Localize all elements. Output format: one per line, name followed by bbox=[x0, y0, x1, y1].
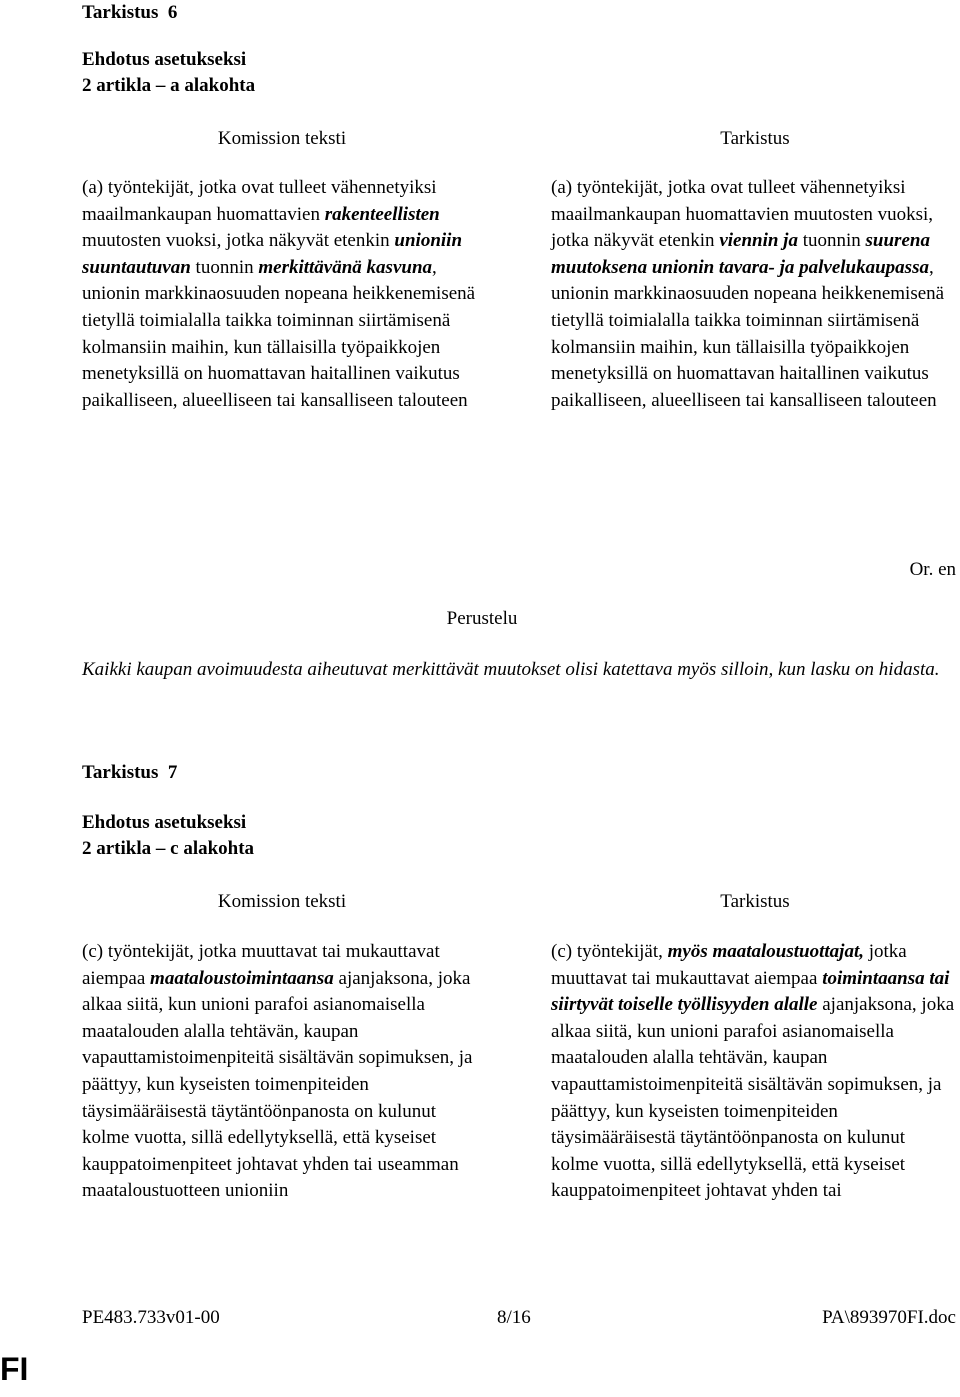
text-segment: (c) työntekijät, bbox=[551, 941, 668, 962]
text-segment: , unionin markkinaosuuden nopeana heikkenemisenä tietyllä toimialalla taikka toiminnan siirtämisenä kolmansiin maihin, kun tällaisilla työpaikkojen menetyksillä on huomattavan haitallinen vaikutus paikalliseen, alueelliseen tai kansalliseen talouteen bbox=[82, 256, 476, 411]
justification-header: Perustelu bbox=[446, 608, 518, 629]
footer-page-number: 8/16 bbox=[497, 1307, 531, 1328]
changed-text: toimintaansa tai siirtyvät toiselle työllisyyden alalle bbox=[551, 967, 950, 1016]
changed-text: unioniin suuntautuvan bbox=[82, 230, 463, 278]
amendment-6-proposal: Ehdotus asetukseksi bbox=[82, 49, 247, 70]
amendment-7-commission-text bbox=[82, 939, 487, 1205]
amendment-7-amendment-text bbox=[551, 939, 957, 1205]
text-segment: jotka muuttavat tai mukauttavat aiempaa bbox=[551, 941, 907, 989]
amendment-7-amendment-header: Tarkistus bbox=[720, 891, 790, 912]
amendment-7-proposal: Ehdotus asetukseksi bbox=[82, 812, 247, 833]
amendment-6-amendment-text bbox=[551, 175, 957, 414]
amendment-6-amendment-header: Tarkistus bbox=[720, 128, 790, 149]
changed-text: myös maataloustuottajat, bbox=[667, 941, 864, 962]
text-segment: (a) työntekijät, jotka ovat tulleet vähennetyiksi maailmankaupan huomattavien bbox=[82, 177, 437, 225]
text-segment: ajanjaksona, joka alkaa siitä, kun unioni parafoi asianomaisella maatalouden alalla tehtävän, kaupan vapauttamistoimenpiteitä sisältävän sopimuksen, ja päättyy, kun kyseisten toimenpiteiden täysimääräisestä täytäntöönpanosta on kulunut kolme vuotta, sillä edellytyksellä, että kyseiset kauppatoimenpiteet johtavat yhden tai bbox=[551, 994, 955, 1202]
text-segment: , unionin markkinaosuuden nopeana heikkenemisenä tietyllä toimialalla taikka toiminnan siirtämisenä kolmansiin maihin, kun tällaisilla työpaikkojen menetyksillä on huomattavan haitallinen vaikutus paikalliseen, alueelliseen tai kansalliseen talouteen bbox=[551, 256, 945, 411]
changed-text: merkittävänä kasvuna bbox=[258, 256, 433, 278]
language-mark: FI bbox=[0, 1351, 29, 1387]
amendment-7-title: Tarkistus 7 bbox=[82, 762, 178, 783]
justification-text: Kaikki kaupan avoimuudesta aiheutuvat merkittävät muutokset olisi katettava myös silloin, kun lasku on hidasta. bbox=[82, 659, 940, 680]
amendment-6-title: Tarkistus 6 bbox=[82, 2, 178, 23]
amendment-7-commission-header: Komission teksti bbox=[217, 891, 347, 912]
footer-file-ref: PA\893970FI.doc bbox=[822, 1307, 956, 1328]
changed-text: maataloustoimintaansa bbox=[150, 967, 334, 989]
text-segment: muutosten vuoksi, jotka näkyvät etenkin bbox=[82, 230, 395, 252]
changed-text: viennin ja bbox=[719, 230, 798, 252]
text-segment: tuonnin bbox=[797, 230, 866, 252]
text-segment: (a) työntekijät, jotka ovat tulleet vähennetyiksi maailmankaupan huomattavien muutosten vuoksi, jotka näkyvät etenkin bbox=[551, 177, 934, 252]
changed-text: suurena muutoksena unionin tavara- ja palvelukaupassa bbox=[551, 230, 930, 278]
text-segment: tuonnin bbox=[190, 256, 259, 278]
amendment-6-article: 2 artikla – a alakohta bbox=[82, 75, 256, 96]
amendment-6-commission-text bbox=[82, 175, 487, 414]
text-segment: (c) työntekijät, jotka muuttavat tai mukauttavat aiempaa bbox=[82, 941, 440, 989]
changed-text: rakenteellisten bbox=[324, 203, 440, 225]
amendment-7-article: 2 artikla – c alakohta bbox=[82, 838, 255, 859]
footer-doc-ref: PE483.733v01-00 bbox=[82, 1307, 220, 1328]
amendment-6-commission-header: Komission teksti bbox=[217, 128, 347, 149]
text-segment: ajanjaksona, joka alkaa siitä, kun unioni parafoi asianomaisella maatalouden alalla tehtävän, kaupan vapauttamistoimenpiteitä sisältävän sopimuksen, ja päättyy, kun kyseisten toimenpiteiden täysimääräisestä täytäntöönpanosta on kulunut kolme vuotta, sillä edellytyksellä, että kyseiset kauppatoimenpiteet johtavat yhden tai useamman maataloustuotteen unioniin bbox=[82, 967, 473, 1202]
original-language: Or. en bbox=[909, 559, 956, 580]
